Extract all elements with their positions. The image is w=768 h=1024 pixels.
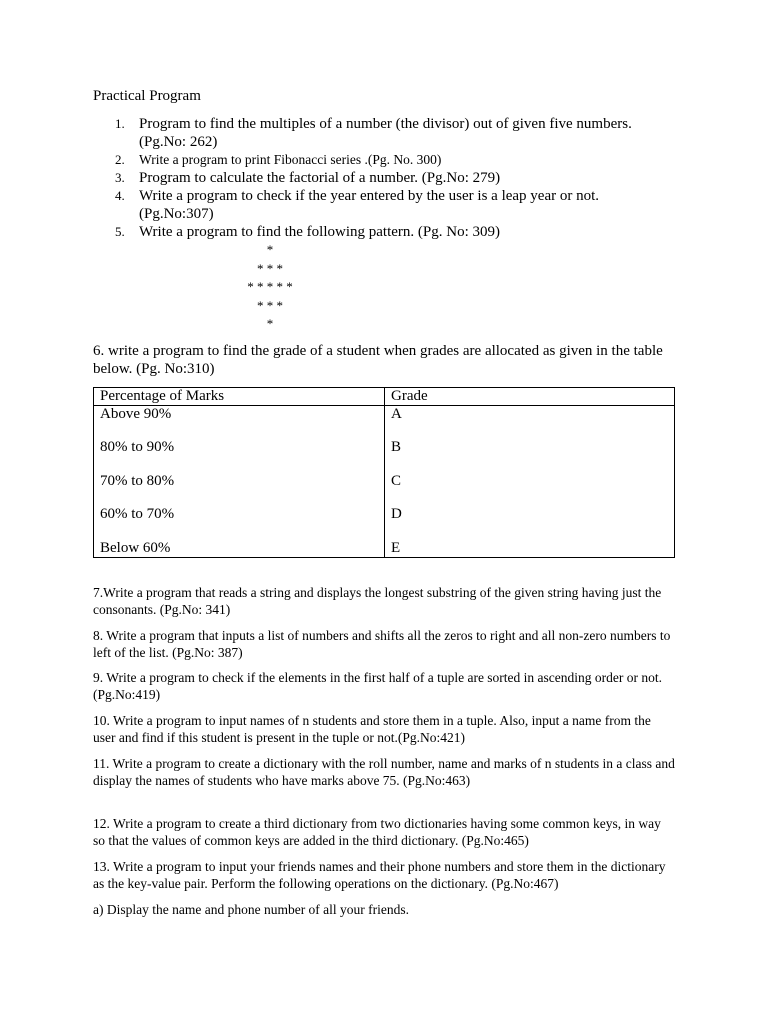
table-header-row (94, 388, 675, 406)
list-item-number: 5. (115, 224, 125, 239)
list-item (93, 169, 673, 187)
question-13: 13. Write a program to input your friends names and their phone numbers and store them in the dictionary as the key-value pair. Perform the following operations on the dictionary. (Pg.No:467) (93, 859, 666, 891)
list-item-number: 3. (115, 170, 125, 185)
list-item-number: 2. (115, 152, 125, 167)
pattern-row: * * * (257, 297, 283, 313)
page-title: Practical Program (93, 88, 201, 104)
list-item (93, 151, 673, 169)
star-pattern (200, 241, 340, 334)
question-10: 10. Write a program to input names of n students and store them in a tuple. Also, input a name from the user and find if this student is present in the tuple or not.(Pg.No:421) (93, 713, 651, 745)
table-row (94, 473, 675, 507)
question-6: 6. write a program to find the grade of a student when grades are allocated as given in the table below. (Pg. No:310) (93, 343, 663, 377)
grade-cell: C (385, 473, 675, 507)
grade-cell: B (385, 439, 675, 473)
table-row (94, 506, 675, 540)
list-item-number: 4. (115, 188, 125, 203)
list-item-text: Write a program to find the following pattern. (Pg. No: 309) (139, 224, 500, 240)
list-item (93, 187, 673, 223)
percentage-cell: 60% to 70% (94, 506, 385, 540)
list-item (93, 115, 673, 151)
pattern-row: * (266, 242, 274, 257)
list-item-text: Program to calculate the factorial of a number. (Pg.No: 279) (139, 170, 501, 186)
grade-cell: A (385, 406, 675, 440)
question-8: 8. Write a program that inputs a list of numbers and shifts all the zeros to right and all non-zero numbers to left of the list. (Pg.No: 387) (93, 628, 671, 660)
list-item-text: Write a program to print Fibonacci series .(Pg. No. 300) (139, 152, 442, 167)
list-item-number: 1. (115, 116, 125, 131)
list-item-text: Program to find the multiples of a number (the divisor) out of given five numbers. (Pg.No: 262) (139, 116, 632, 150)
table-row (94, 540, 675, 558)
grade-cell: E (385, 540, 675, 558)
pattern-row: * * * (257, 260, 283, 276)
list-item (93, 223, 673, 241)
question-7: 7.Write a program that reads a string and displays the longest substring of the given string having just the consonants. (Pg.No: 341) (93, 585, 662, 617)
question-13a: a) Display the name and phone number of all your friends. (93, 902, 410, 917)
percentage-cell: Above 90% (94, 406, 385, 440)
question-11: 11. Write a program to create a dictionary with the roll number, name and marks of n students in a class and display the names of students who have marks above 75. (Pg.No:463) (93, 756, 675, 788)
percentage-cell: 80% to 90% (94, 439, 385, 473)
pattern-row: * * * * * (247, 279, 293, 294)
grade-cell: D (385, 506, 675, 540)
pattern-row: * (266, 316, 274, 331)
task-list (93, 115, 673, 241)
header-grade: Grade (385, 388, 675, 406)
table-row (94, 439, 675, 473)
header-percentage: Percentage of Marks (94, 388, 385, 406)
percentage-cell: 70% to 80% (94, 473, 385, 507)
question-12: 12. Write a program to create a third dictionary from two dictionaries having some common keys, in way so that the values of common keys are added in the third dictionary. (Pg.No:465) (93, 816, 661, 848)
list-item-text: Write a program to check if the year entered by the user is a leap year or not. (Pg.No:307) (139, 188, 600, 222)
grade-table (93, 387, 675, 558)
percentage-cell: Below 60% (94, 540, 385, 558)
question-9: 9. Write a program to check if the elements in the first half of a tuple are sorted in ascending order or not. (Pg.No:419) (93, 670, 663, 702)
table-row (94, 406, 675, 440)
